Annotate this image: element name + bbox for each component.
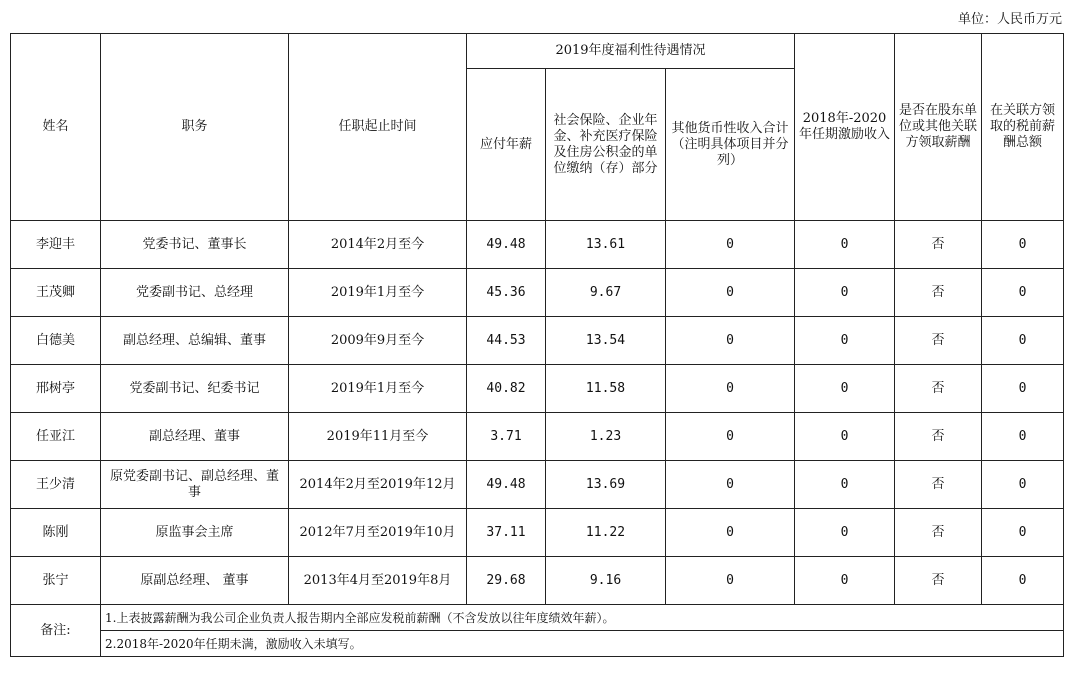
cell-incentive: 0	[795, 413, 895, 461]
header-welfare-group: 2019年度福利性待遇情况	[467, 34, 795, 69]
cell-salary: 40.82	[467, 365, 546, 413]
cell-tenure: 2014年2月至今	[289, 221, 467, 269]
cell-incentive: 0	[795, 509, 895, 557]
cell-social: 11.22	[546, 509, 666, 557]
cell-social: 9.16	[546, 557, 666, 605]
unit-label: 单位：人民币万元	[957, 12, 1062, 27]
cell-name: 邢树亭	[11, 365, 101, 413]
cell-name: 陈刚	[11, 509, 101, 557]
table-row	[11, 413, 1064, 461]
cell-related-pay: 否	[895, 317, 982, 365]
cell-position: 党委副书记、纪委书记	[101, 365, 289, 413]
cell-tenure: 2019年1月至今	[289, 365, 467, 413]
cell-tenure: 2013年4月至2019年8月	[289, 557, 467, 605]
table-row	[11, 365, 1064, 413]
cell-position: 党委副书记、总经理	[101, 269, 289, 317]
cell-related-total: 0	[982, 221, 1064, 269]
cell-other-income: 0	[666, 365, 795, 413]
cell-other-income: 0	[666, 509, 795, 557]
header-related-pay: 是否在股东单位或其他关联方领取薪酬	[895, 34, 982, 221]
cell-related-pay: 否	[895, 509, 982, 557]
cell-incentive: 0	[795, 365, 895, 413]
cell-other-income: 0	[666, 557, 795, 605]
cell-name: 张宁	[11, 557, 101, 605]
cell-incentive: 0	[795, 269, 895, 317]
cell-social: 11.58	[546, 365, 666, 413]
cell-social: 1.23	[546, 413, 666, 461]
cell-name: 王茂卿	[11, 269, 101, 317]
table-row	[11, 461, 1064, 509]
cell-position: 原党委副书记、副总经理、董事	[101, 461, 289, 509]
cell-incentive: 0	[795, 557, 895, 605]
cell-other-income: 0	[666, 317, 795, 365]
header-salary: 应付年薪	[467, 69, 546, 221]
header-related-total: 在关联方领取的税前薪酬总额	[982, 34, 1064, 221]
cell-social: 13.69	[546, 461, 666, 509]
cell-position: 原副总经理、 董事	[101, 557, 289, 605]
cell-tenure: 2019年11月至今	[289, 413, 467, 461]
cell-salary: 37.11	[467, 509, 546, 557]
header-social: 社会保险、企业年金、补充医疗保险及住房公积金的单位缴纳（存）部分	[546, 69, 666, 221]
notes-label: 备注:	[11, 605, 101, 657]
cell-name: 任亚江	[11, 413, 101, 461]
cell-social: 13.61	[546, 221, 666, 269]
cell-related-total: 0	[982, 557, 1064, 605]
header-other-income: 其他货币性收入合计（注明具体项目并分列）	[666, 69, 795, 221]
cell-related-total: 0	[982, 269, 1064, 317]
cell-salary: 49.48	[467, 461, 546, 509]
note-item-1: 1.上表披露薪酬为我公司企业负责人报告期内全部应发税前薪酬（不含发放以往年度绩效年薪）。	[101, 605, 1064, 631]
cell-tenure: 2014年2月至2019年12月	[289, 461, 467, 509]
cell-other-income: 0	[666, 221, 795, 269]
compensation-table	[10, 33, 1064, 657]
cell-related-pay: 否	[895, 461, 982, 509]
cell-salary: 29.68	[467, 557, 546, 605]
cell-related-pay: 否	[895, 557, 982, 605]
cell-salary: 49.48	[467, 221, 546, 269]
cell-related-total: 0	[982, 509, 1064, 557]
cell-salary: 3.71	[467, 413, 546, 461]
header-name: 姓名	[11, 34, 101, 221]
table-row	[11, 269, 1064, 317]
cell-related-pay: 否	[895, 365, 982, 413]
cell-related-pay: 否	[895, 221, 982, 269]
cell-name: 王少清	[11, 461, 101, 509]
table-row	[11, 557, 1064, 605]
cell-related-total: 0	[982, 317, 1064, 365]
cell-tenure: 2012年7月至2019年10月	[289, 509, 467, 557]
header-incentive: 2018年-2020年任期激励收入	[795, 34, 895, 221]
cell-tenure: 2019年1月至今	[289, 269, 467, 317]
cell-incentive: 0	[795, 461, 895, 509]
cell-tenure: 2009年9月至今	[289, 317, 467, 365]
header-position: 职务	[101, 34, 289, 221]
cell-position: 原监事会主席	[101, 509, 289, 557]
cell-other-income: 0	[666, 413, 795, 461]
note-item-2: 2.2018年-2020年任期未满，激励收入未填写。	[101, 631, 1064, 657]
cell-salary: 45.36	[467, 269, 546, 317]
cell-position: 副总经理、总编辑、董事	[101, 317, 289, 365]
table-row	[11, 509, 1064, 557]
header-tenure: 任职起止时间	[289, 34, 467, 221]
cell-name: 白德美	[11, 317, 101, 365]
cell-social: 9.67	[546, 269, 666, 317]
cell-related-pay: 否	[895, 413, 982, 461]
cell-position: 党委书记、董事长	[101, 221, 289, 269]
cell-incentive: 0	[795, 317, 895, 365]
cell-salary: 44.53	[467, 317, 546, 365]
cell-social: 13.54	[546, 317, 666, 365]
cell-related-pay: 否	[895, 269, 982, 317]
cell-other-income: 0	[666, 461, 795, 509]
cell-related-total: 0	[982, 461, 1064, 509]
cell-incentive: 0	[795, 221, 895, 269]
table-row	[11, 317, 1064, 365]
table-row	[11, 221, 1064, 269]
cell-position: 副总经理、董事	[101, 413, 289, 461]
cell-other-income: 0	[666, 269, 795, 317]
cell-related-total: 0	[982, 365, 1064, 413]
cell-name: 李迎丰	[11, 221, 101, 269]
cell-related-total: 0	[982, 413, 1064, 461]
